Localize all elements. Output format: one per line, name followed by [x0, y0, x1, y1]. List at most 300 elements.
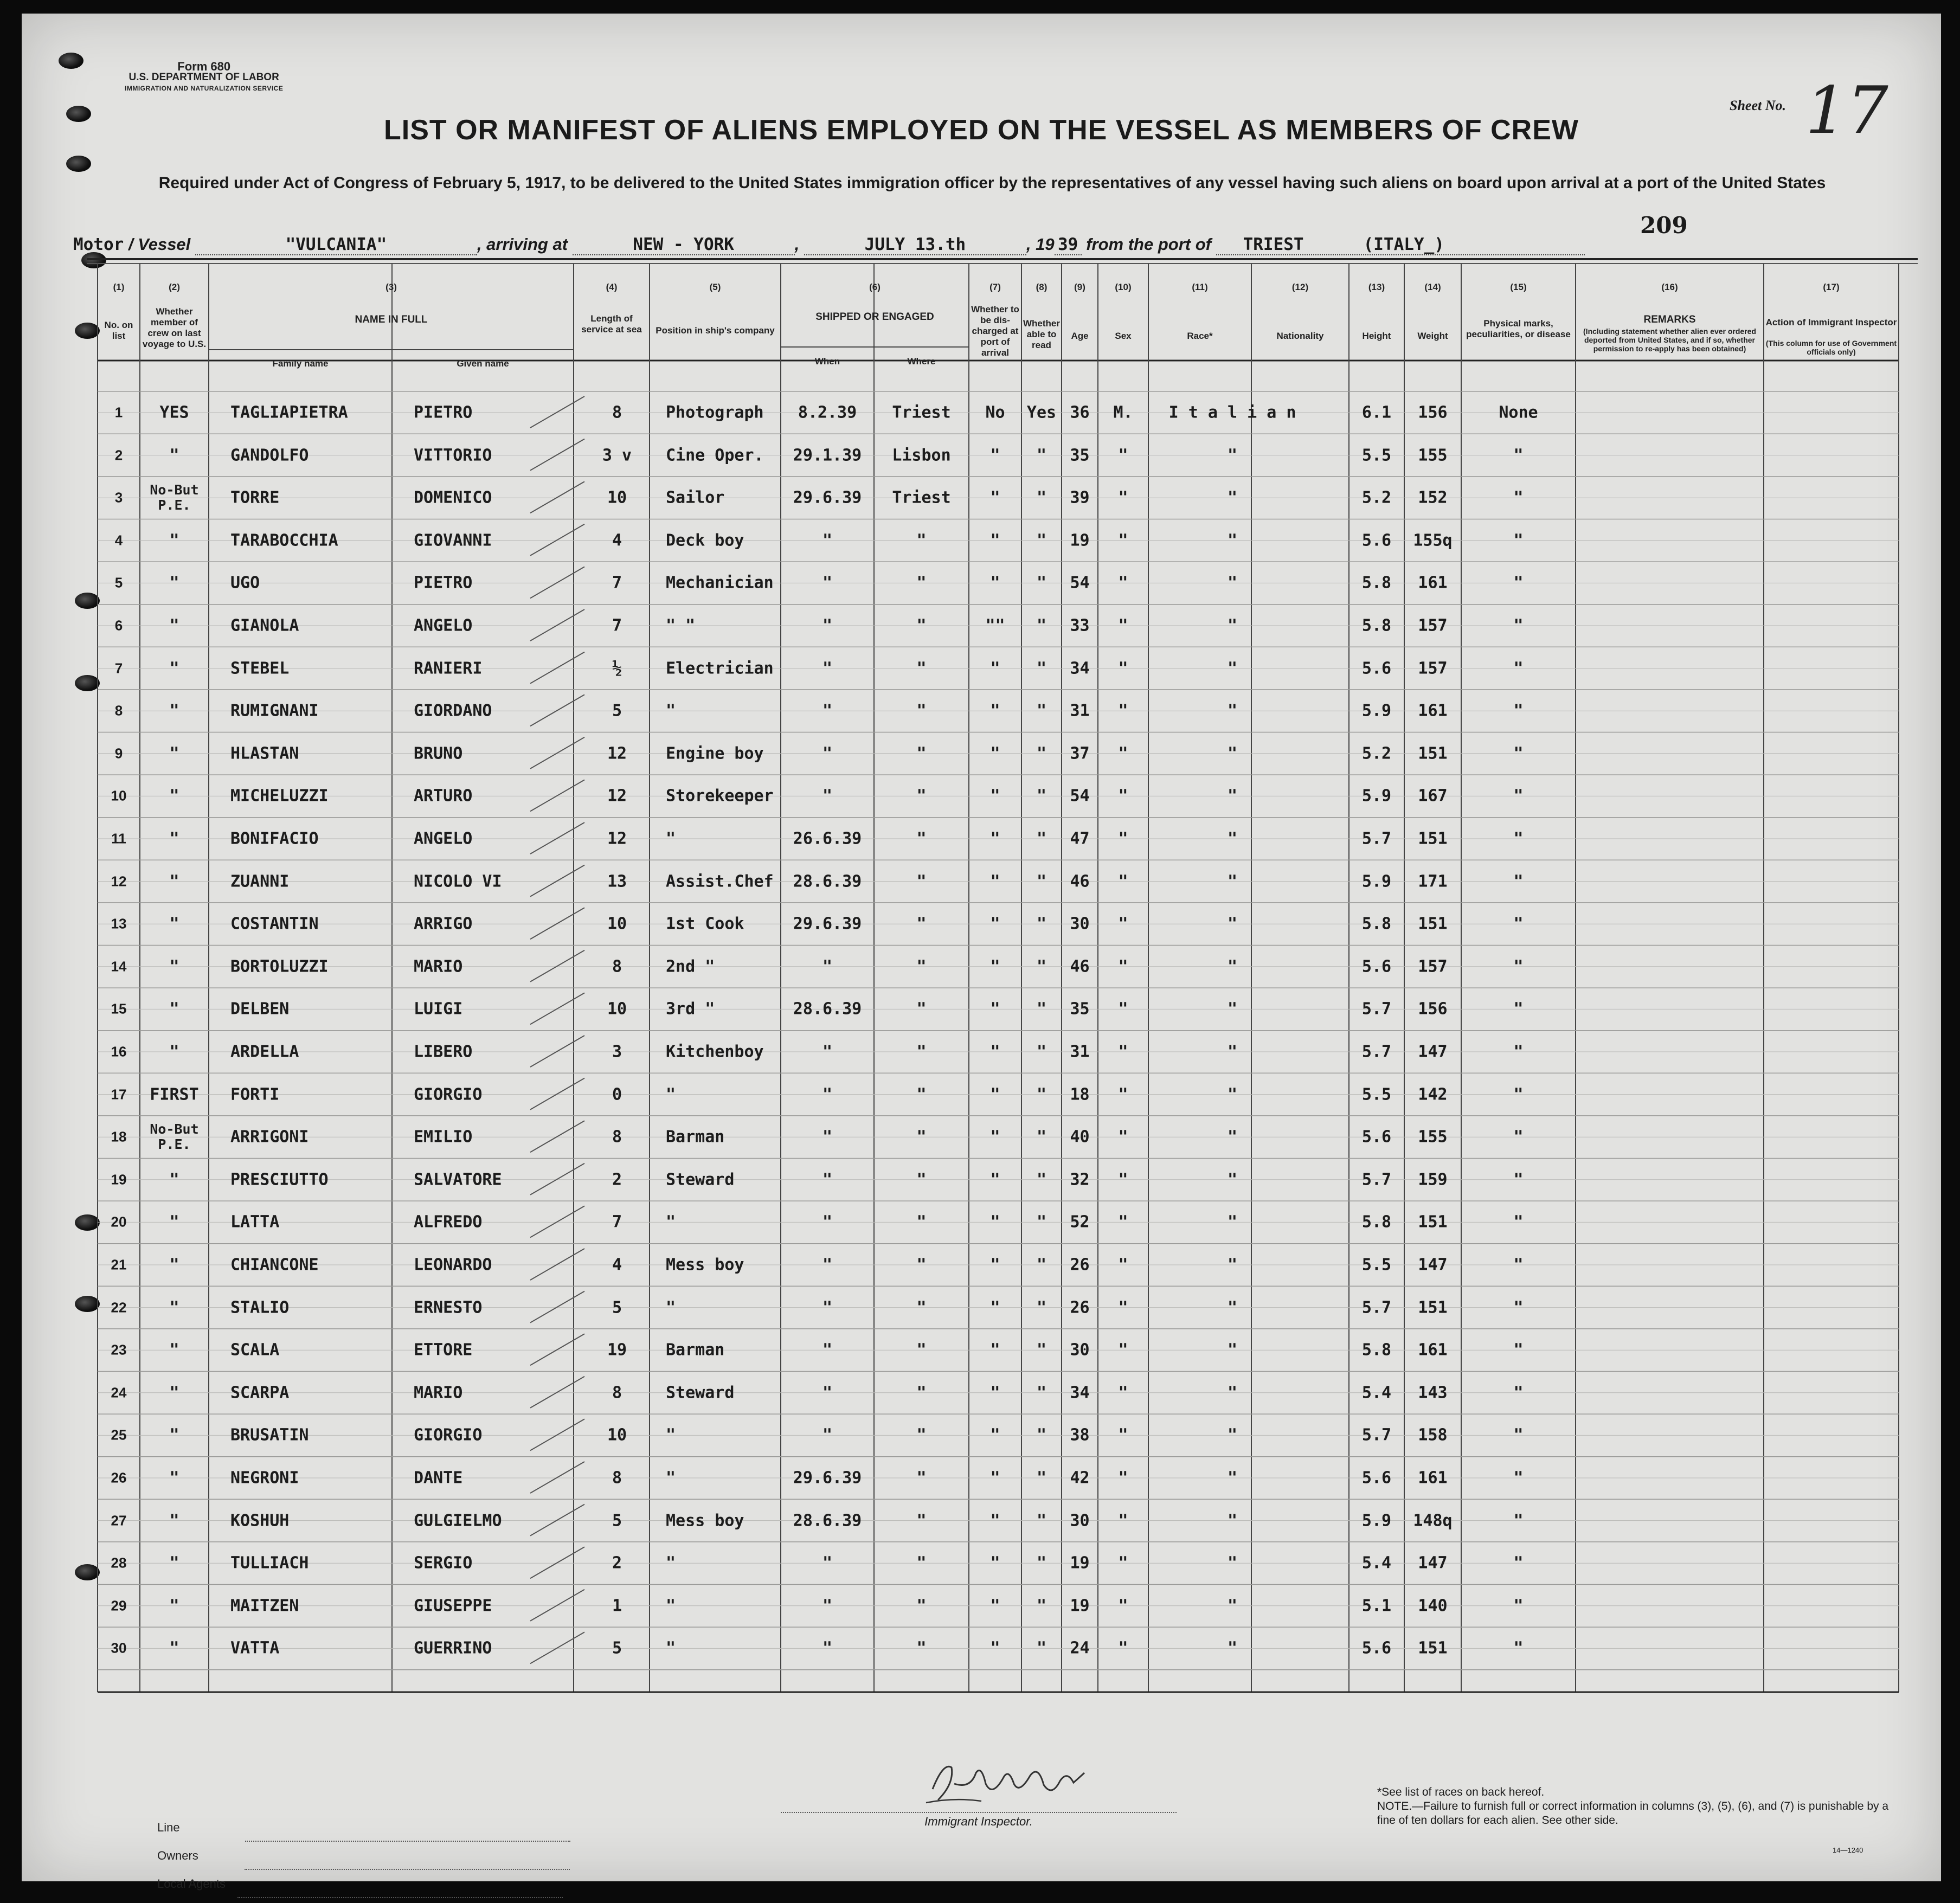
column-header-given-name: Given name: [457, 358, 509, 369]
cell-prev: ": [169, 872, 179, 891]
cell-sex: ": [1118, 488, 1128, 507]
cell-family: RUMIGNANI: [230, 701, 319, 721]
cell-service: 7: [612, 616, 622, 635]
cell-sex: ": [1118, 999, 1128, 1019]
column-header-no: No. on list: [104, 320, 133, 341]
cell-family: LATTA: [230, 1212, 280, 1232]
cell-race: ": [1227, 659, 1238, 678]
cell-position: 3rd ": [666, 999, 715, 1019]
cell-read: ": [1036, 1212, 1047, 1232]
footer-fields: [157, 1814, 570, 1898]
cell-family: HLASTAN: [230, 744, 299, 763]
cell-given: MARIO: [414, 957, 463, 976]
agents-label: Local Agents: [157, 1877, 226, 1891]
cell-when: ": [822, 1596, 833, 1616]
cell-position: Kitchenboy: [666, 1042, 764, 1062]
cell-age: 31: [1070, 701, 1090, 721]
cell-when: ": [822, 1085, 833, 1104]
cell-where: ": [916, 872, 927, 891]
cell-service: 3 v: [602, 446, 632, 465]
cell-disch: ": [990, 957, 1000, 976]
cell-family: TULLIACH: [230, 1553, 309, 1573]
pencil-check-mark: [530, 1334, 584, 1365]
cell-position: Barman: [666, 1340, 725, 1360]
cell-marks: ": [1513, 1042, 1524, 1062]
cell-weight: 140: [1418, 1596, 1448, 1616]
cell-race: ": [1227, 488, 1238, 507]
cell-disch: ": [990, 701, 1000, 721]
cell-marks: ": [1513, 957, 1524, 976]
cell-given: DOMENICO: [414, 488, 492, 507]
cell-prev: ": [169, 1298, 179, 1317]
inspector-signature-line: [781, 1811, 1177, 1813]
cell-service: 2: [612, 1170, 622, 1190]
cell-where: ": [916, 1042, 927, 1062]
cell-marks: ": [1513, 1298, 1524, 1317]
cell-read: ": [1036, 1170, 1047, 1190]
cell-prev: ": [169, 446, 179, 465]
cell-where: ": [916, 957, 927, 976]
cell-marks: ": [1513, 1127, 1524, 1147]
departure-port: [1216, 235, 1585, 255]
cell-height: 5.6: [1361, 659, 1392, 678]
cell-weight: 155: [1418, 446, 1448, 465]
cell-position: Assist.Chef: [666, 872, 774, 891]
cell-where: ": [916, 1085, 927, 1104]
cell-race: ": [1227, 1212, 1238, 1232]
cell-read: ": [1036, 999, 1047, 1019]
cell-height: 5.1: [1361, 1596, 1392, 1616]
cell-where: ": [916, 1596, 927, 1616]
cell-height: 5.8: [1361, 616, 1392, 635]
cell-where: ": [916, 1468, 927, 1488]
cell-family: STEBEL: [230, 659, 290, 678]
cell-position: ": [666, 1596, 676, 1616]
cell-weight: 167: [1418, 786, 1448, 806]
cell-age: 35: [1070, 999, 1090, 1019]
cell-weight: 148q: [1413, 1511, 1453, 1531]
cell-when: 29.1.39: [793, 446, 862, 465]
cell-family: PRESCIUTTO: [230, 1170, 329, 1190]
cell-race: ": [1227, 829, 1238, 848]
cell-age: 54: [1070, 786, 1090, 806]
cell-prev: ": [169, 1468, 179, 1488]
cell-family: GANDOLFO: [230, 446, 309, 465]
cell-disch: ": [990, 1425, 1000, 1445]
cell-when: ": [822, 701, 833, 721]
cell-sex: ": [1118, 446, 1128, 465]
cell-disch: ": [990, 573, 1000, 593]
cell-weight: 161: [1418, 1468, 1448, 1488]
pencil-check-mark: [530, 950, 584, 982]
cell-race: ": [1227, 744, 1238, 763]
cell-where: ": [916, 573, 927, 593]
cell-height: 5.5: [1361, 446, 1392, 465]
cell-position: Mechanician: [666, 573, 774, 593]
binder-hole: [75, 1214, 100, 1231]
cell-where: ": [916, 1298, 927, 1317]
cell-sex: M.: [1113, 403, 1133, 422]
cell-marks: ": [1513, 531, 1524, 550]
cell-given: SALVATORE: [414, 1170, 502, 1190]
cell-service: 13: [607, 872, 627, 891]
cell-sex: ": [1118, 1638, 1128, 1658]
pencil-check-mark: [530, 1547, 584, 1578]
cell-family: BONIFACIO: [230, 829, 319, 848]
cell-disch: ": [990, 1085, 1000, 1104]
table-grid: [22, 14, 1941, 1881]
cell-family: CHIANCONE: [230, 1255, 319, 1275]
cell-position: Engine boy: [666, 744, 764, 763]
cell-when: 28.6.39: [793, 1511, 862, 1531]
cell-age: 26: [1070, 1298, 1090, 1317]
pencil-check-mark: [530, 908, 584, 939]
cell-service: 2: [612, 1553, 622, 1573]
cell-position: ": [666, 1638, 676, 1658]
binder-hole: [75, 675, 100, 691]
column-header-height: Height: [1362, 331, 1391, 341]
cell-read: ": [1036, 1298, 1047, 1317]
cell-given: ERNESTO: [414, 1298, 483, 1317]
cell-prev: ": [169, 1425, 179, 1445]
cell-given: ETTORE: [414, 1340, 473, 1360]
page-title: LIST OR MANIFEST OF ALIENS EMPLOYED ON THE VESSEL AS MEMBERS OF CREW: [384, 114, 1579, 146]
cell-no: 19: [111, 1171, 127, 1188]
cell-when: ": [822, 659, 833, 678]
department-name: U.S. DEPARTMENT OF LABOR: [128, 72, 279, 83]
cell-when: ": [822, 531, 833, 550]
cell-where: ": [916, 616, 927, 635]
column-number-c11: (11): [1192, 282, 1208, 292]
cell-marks: ": [1513, 1085, 1524, 1104]
cell-prev: No-But P.E.: [150, 482, 199, 513]
sheet-number: 17: [1805, 73, 1888, 149]
cell-service: 8: [612, 957, 622, 976]
cell-no: 6: [114, 617, 123, 634]
cell-when: ": [822, 573, 833, 593]
cell-sex: ": [1118, 659, 1128, 678]
cell-prev: ": [169, 1511, 179, 1531]
cell-no: 28: [111, 1554, 127, 1571]
cell-weight: 151: [1418, 1212, 1448, 1232]
cell-where: Triest: [892, 403, 951, 422]
cell-disch: ": [990, 1553, 1000, 1573]
cell-service: 4: [612, 531, 622, 550]
cell-position: ": [666, 1298, 676, 1317]
cell-marks: ": [1513, 616, 1524, 635]
cell-no: 17: [111, 1086, 127, 1103]
pencil-check-mark: [530, 1590, 584, 1621]
cell-given: GIORGIO: [414, 1425, 483, 1445]
cell-weight: 161: [1418, 701, 1448, 721]
pencil-check-mark: [530, 439, 584, 471]
cell-family: MICHELUZZI: [230, 786, 329, 806]
cell-when: 28.6.39: [793, 872, 862, 891]
cell-weight: 151: [1418, 744, 1448, 763]
cell-weight: 151: [1418, 829, 1448, 848]
cell-service: 5: [612, 701, 622, 721]
cell-marks: None: [1499, 403, 1538, 422]
cell-where: Lisbon: [892, 446, 951, 465]
cell-family: ARDELLA: [230, 1042, 299, 1062]
cell-weight: 161: [1418, 1340, 1448, 1360]
cell-where: ": [916, 914, 927, 934]
cell-height: 5.6: [1361, 1127, 1392, 1147]
cell-when: ": [822, 1170, 833, 1190]
cell-prev: ": [169, 1340, 179, 1360]
cell-marks: ": [1513, 872, 1524, 891]
cell-family: KOSHUH: [230, 1511, 290, 1531]
cell-family: COSTANTIN: [230, 914, 319, 934]
cell-where: ": [916, 531, 927, 550]
column-header-name: NAME IN FULL: [355, 314, 428, 325]
cell-given: MARIO: [414, 1383, 463, 1403]
pencil-check-mark: [530, 609, 584, 641]
cell-age: 35: [1070, 446, 1090, 465]
column-number-c4: (4): [606, 282, 618, 292]
binder-hole: [75, 1296, 100, 1312]
cell-sex: ": [1118, 1298, 1128, 1317]
cell-marks: ": [1513, 786, 1524, 806]
cell-when: ": [822, 1383, 833, 1403]
column-header-physical-marks: Physical marks, peculiarities, or disease: [1466, 318, 1571, 339]
cell-height: 5.9: [1361, 786, 1392, 806]
cell-age: 30: [1070, 1511, 1090, 1531]
cell-when: ": [822, 1638, 833, 1658]
cell-given: SERGIO: [414, 1553, 473, 1573]
cell-when: ": [822, 1298, 833, 1317]
cell-service: ½: [612, 659, 622, 678]
cell-age: 18: [1070, 1085, 1090, 1104]
pencil-check-mark: [530, 993, 584, 1024]
pencil-check-mark: [530, 524, 584, 556]
cell-when: ": [822, 616, 833, 635]
cell-sex: ": [1118, 1425, 1128, 1445]
cell-read: ": [1036, 573, 1047, 593]
column-header-service: Length of service at sea: [581, 313, 642, 335]
cell-when: ": [822, 1042, 833, 1062]
cell-race: ": [1227, 573, 1238, 593]
cell-read: ": [1036, 829, 1047, 848]
cell-disch: ": [990, 1383, 1000, 1403]
pencil-check-mark: [530, 567, 584, 598]
cell-disch: ": [990, 829, 1000, 848]
sheet-number-label: Sheet No.: [1730, 98, 1786, 113]
cell-age: 30: [1070, 914, 1090, 934]
pencil-check-mark: [530, 1291, 584, 1323]
cell-height: 5.7: [1361, 829, 1392, 848]
cell-height: 5.9: [1361, 1511, 1392, 1531]
cell-prev: ": [169, 744, 179, 763]
cell-race: ": [1227, 1298, 1238, 1317]
cell-no: 3: [114, 489, 123, 506]
cell-weight: 156: [1418, 999, 1448, 1019]
column-number-c15: (15): [1510, 282, 1527, 292]
cell-prev: ": [169, 701, 179, 721]
cell-given: GULGIELMO: [414, 1511, 502, 1531]
cell-family: VATTA: [230, 1638, 280, 1658]
cell-disch: ": [990, 999, 1000, 1019]
pencil-check-mark: [530, 1419, 584, 1450]
cell-given: VITTORIO: [414, 446, 492, 465]
cell-race: ": [1227, 786, 1238, 806]
cell-no: 16: [111, 1043, 127, 1060]
cell-family: MAITZEN: [230, 1596, 299, 1616]
cell-sex: ": [1118, 1553, 1128, 1573]
cell-given: DANTE: [414, 1468, 463, 1488]
cell-no: 2: [114, 447, 123, 464]
cell-age: 46: [1070, 872, 1090, 891]
cell-marks: ": [1513, 999, 1524, 1019]
cell-age: 47: [1070, 829, 1090, 848]
agents-field: [237, 1884, 563, 1898]
line-field: [245, 1828, 570, 1842]
column-number-c16: (16): [1661, 282, 1678, 292]
cell-height: 5.4: [1361, 1383, 1392, 1403]
cell-where: ": [916, 1255, 927, 1275]
cell-height: 5.5: [1361, 1085, 1392, 1104]
cell-read: ": [1036, 1255, 1047, 1275]
cell-race: ": [1227, 1596, 1238, 1616]
owners-field: [245, 1856, 570, 1870]
cell-sex: ": [1118, 957, 1128, 976]
cell-marks: ": [1513, 488, 1524, 507]
cell-read: ": [1036, 1596, 1047, 1616]
cell-race: ": [1227, 1340, 1238, 1360]
cell-service: 1: [612, 1596, 622, 1616]
cell-age: 40: [1070, 1127, 1090, 1147]
pencil-check-mark: [530, 1078, 584, 1110]
cell-no: 10: [111, 787, 127, 804]
inspector-label: Immigrant Inspector.: [924, 1815, 1033, 1828]
cell-family: FORTI: [230, 1085, 280, 1104]
cell-read: ": [1036, 659, 1047, 678]
cell-weight: 142: [1418, 1085, 1448, 1104]
cell-prev: ": [169, 1255, 179, 1275]
cell-no: 5: [114, 574, 123, 591]
cell-position: Cine Oper.: [666, 446, 764, 465]
cell-no: 24: [111, 1384, 127, 1401]
cell-weight: 157: [1418, 957, 1448, 976]
cell-weight: 151: [1418, 1638, 1448, 1658]
cell-where: ": [916, 701, 927, 721]
cell-read: ": [1036, 1085, 1047, 1104]
service-name: IMMIGRATION AND NATURALIZATION SERVICE: [125, 85, 284, 92]
column-header-action: Action of Immigrant Inspector: [1765, 317, 1897, 327]
cell-position: Barman: [666, 1127, 725, 1147]
cell-weight: 147: [1418, 1255, 1448, 1275]
cell-given: RANIERI: [414, 659, 483, 678]
cell-disch: ": [990, 1468, 1000, 1488]
cell-height: 5.8: [1361, 914, 1392, 934]
column-number-c8: (8): [1036, 282, 1048, 292]
cell-sex: ": [1118, 829, 1128, 848]
cell-where: ": [916, 1553, 927, 1573]
cell-read: ": [1036, 446, 1047, 465]
cell-read: ": [1036, 1468, 1047, 1488]
cell-marks: ": [1513, 1638, 1524, 1658]
column-header-discharged: Whether to be dis-charged at port of arrival: [971, 304, 1019, 358]
cell-service: 5: [612, 1298, 622, 1317]
cell-read: ": [1036, 1511, 1047, 1531]
cell-family: BRUSATIN: [230, 1425, 309, 1445]
cell-height: 6.1: [1361, 403, 1392, 422]
arriving-label: , arriving at: [477, 235, 568, 254]
cell-prev: YES: [159, 403, 189, 422]
cell-height: 5.7: [1361, 1425, 1392, 1445]
cell-given: LIBERO: [414, 1042, 473, 1062]
cell-disch: ": [990, 1127, 1000, 1147]
stamp-number: 209: [1640, 212, 1688, 239]
cell-prev: ": [169, 1638, 179, 1658]
cell-sex: ": [1118, 744, 1128, 763]
column-number-c1: (1): [113, 282, 125, 292]
cell-prev: ": [169, 1170, 179, 1190]
cell-height: 5.7: [1361, 1042, 1392, 1062]
cell-service: 19: [607, 1340, 627, 1360]
cell-given: GIUSEPPE: [414, 1596, 492, 1616]
cell-weight: 151: [1418, 914, 1448, 934]
pencil-check-mark: [530, 865, 584, 897]
cell-age: 33: [1070, 616, 1090, 635]
cell-family: STALIO: [230, 1298, 290, 1317]
cell-no: 18: [111, 1128, 127, 1145]
cell-where: ": [916, 1170, 927, 1190]
cell-height: 5.7: [1361, 1298, 1392, 1317]
cell-prev: ": [169, 1553, 179, 1573]
cell-when: ": [822, 1553, 833, 1573]
cell-sex: ": [1118, 786, 1128, 806]
cell-when: 29.6.39: [793, 488, 862, 507]
cell-where: ": [916, 829, 927, 848]
binder-hole: [75, 1564, 100, 1580]
cell-race: ": [1227, 957, 1238, 976]
cell-age: 54: [1070, 573, 1090, 593]
cell-when: ": [822, 1127, 833, 1147]
cell-height: 5.6: [1361, 1468, 1392, 1488]
pencil-check-mark: [530, 695, 584, 726]
cell-disch: ": [990, 1596, 1000, 1616]
cell-prev: ": [169, 957, 179, 976]
owners-label: Owners: [157, 1849, 198, 1862]
cell-read: ": [1036, 616, 1047, 635]
pencil-check-mark: [530, 652, 584, 684]
pencil-check-mark: [530, 1377, 584, 1408]
cell-weight: 152: [1418, 488, 1448, 507]
cell-position: Mess boy: [666, 1255, 744, 1275]
cell-age: 39: [1070, 488, 1090, 507]
cell-race: ": [1227, 1553, 1238, 1573]
cell-service: 12: [607, 786, 627, 806]
cell-race: ": [1227, 616, 1238, 635]
cell-height: 5.8: [1361, 1340, 1392, 1360]
cell-read: ": [1036, 872, 1047, 891]
departure-country: (ITALY_): [1363, 235, 1444, 254]
cell-where: ": [916, 659, 927, 678]
pencil-check-mark: [530, 481, 584, 513]
cell-read: ": [1036, 531, 1047, 550]
cell-height: 5.6: [1361, 957, 1392, 976]
cell-where: ": [916, 999, 927, 1019]
column-header-remarks-detail: (Including statement whether alien ever ordered deported from United States, and if so, whether permission to re-apply has been obtained): [1583, 327, 1756, 353]
cell-race: ": [1227, 1255, 1238, 1275]
column-header-sex: Sex: [1115, 331, 1132, 341]
cell-position: 1st Cook: [666, 914, 744, 934]
cell-disch: "": [985, 616, 1005, 635]
cell-position: ": [666, 1085, 676, 1104]
cell-no: 13: [111, 915, 127, 932]
cell-given: ALFREDO: [414, 1212, 483, 1232]
